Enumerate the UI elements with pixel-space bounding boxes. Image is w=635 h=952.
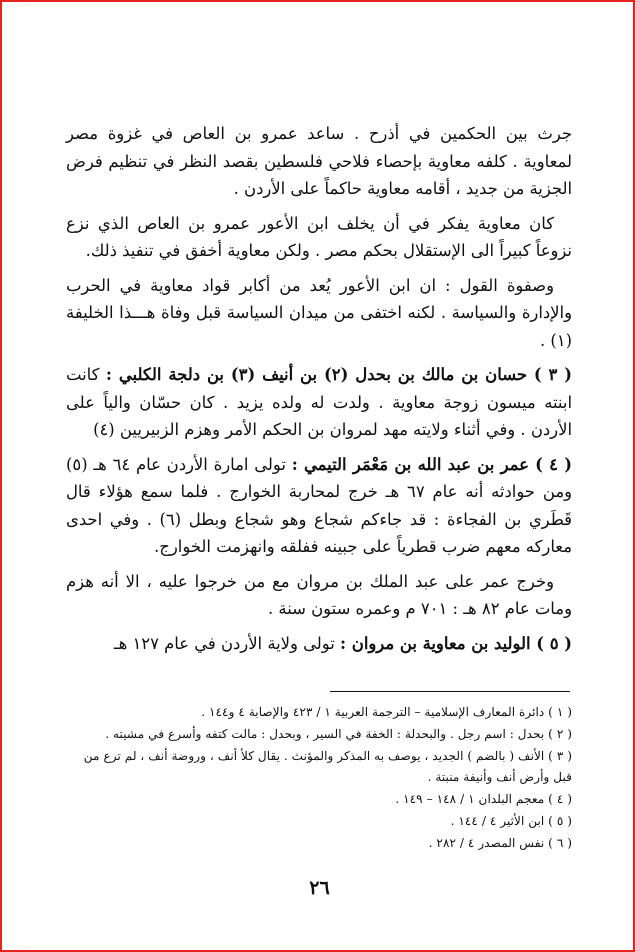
entry-3 (66, 361, 572, 444)
entry-3-body: كانت ابنته ميسون زوجة معاوية . ولدت له ولده يزيد . كان حسّان والياً على الأردن . وفي أثناء ولايته مهد لمروان بن الحكم الأمر وهزم الزبيريين (٤) (66, 365, 572, 439)
footnote-1: ( ١ ) دائرة المعارف الإسلامية – الترجمة العربية ١ / ٤٢٣ والإصابة ٤ و١٤٤ . (201, 705, 572, 719)
footnote-2: ( ٢ ) بحدل : اسم رجل . والبحدلة : الخفة في السير ، وبحدل : مالت كتفه وأسرع في مشيته . (105, 726, 572, 741)
footnote-5: ( ٥ ) ابن الأثير ٤ / ١٤٤ . (450, 813, 572, 828)
entry-4-body: تولى امارة الأردن عام ٦٤ هـ (٥) ومن حوادثه أنه عام ٦٧ هـ خرج لمحاربة الخوارج . فلما سمع هؤلاء قال قَطَري بن الفجاءة : قد جاءكم شجاع وهو شجاع وبطل (٦) . وفي احدى معاركه معهم ضرب قطرياً على جبينه ففلقه وانهزمت الخوارج. (66, 454, 573, 556)
footnote-3: ( ٣ ) الأنف ( بالضم ) الجديد ، يوصف به المذكر والمؤنث . يقال كلأ أنف ، وروضة أنف ، لم ترع من قبل وأرض أنف وأنيفة منبتة . (83, 748, 572, 785)
entry-5 (66, 630, 572, 658)
footnote-divider (330, 691, 570, 692)
footnote-4: ( ٤ ) معجم البلدان ١ / ١٤٨ – ١٤٩ . (395, 792, 572, 807)
entry-4 (66, 451, 572, 561)
paragraph-1: جرث بين الحكمين في أذرح . ساعد عمرو بن العاص في غزوة مصر لمعاوية . كلفه معاوية بإحصاء فلاحي فلسطين بقصد النظر في تنظيم فرض الجزية من جديد ، أقامه معاوية حاكماً على الأردن . (66, 124, 572, 198)
footnotes (66, 702, 572, 855)
document-body (66, 120, 572, 664)
paragraph-2: كان معاوية يفكر في أن يخلف ابن الأعور عمرو بن العاص الذي نزع نزوعاً كبيراً الى الإستقلال بحكم مصر . ولكن معاوية أخفق في تنفيذ ذلك. (66, 213, 572, 260)
paragraph-3: وصفوة القول : ان ابن الأعور يُعد من أكابر قواد معاوية في الحرب والإدارة والسياسة . لكنه اختفى من ميدان السياسة قبل وفاة هـــذا الخليفة (١) . (66, 275, 572, 350)
page-number: ٢٦ (309, 877, 330, 899)
entry-3-heading: ( ٣ ) حسان بن مالك بن بحدل (٢) بن أنيف (٣) بن دلجة الكلبي : (105, 365, 573, 384)
footnote-6: ( ٦ ) نفس المصدر ٤ / ٢٨٢ . (428, 835, 572, 850)
entry-4-heading: ( ٤ ) عمر بن عبد الله بن مَعْمَر التيمي : (291, 454, 572, 474)
paragraph-closing: وخرج عمر على عبد الملك بن مروان مع من خرجوا عليه ، الا أنه هزم ومات عام ٨٢ هـ : ٧٠١ م وعمره ستون سنة . (66, 571, 572, 618)
entry-5-body: تولى ولاية الأردن في عام ١٢٧ هـ (113, 633, 335, 653)
entry-5-heading: ( ٥ ) الوليد بن معاوية بن مروان : (340, 633, 572, 653)
